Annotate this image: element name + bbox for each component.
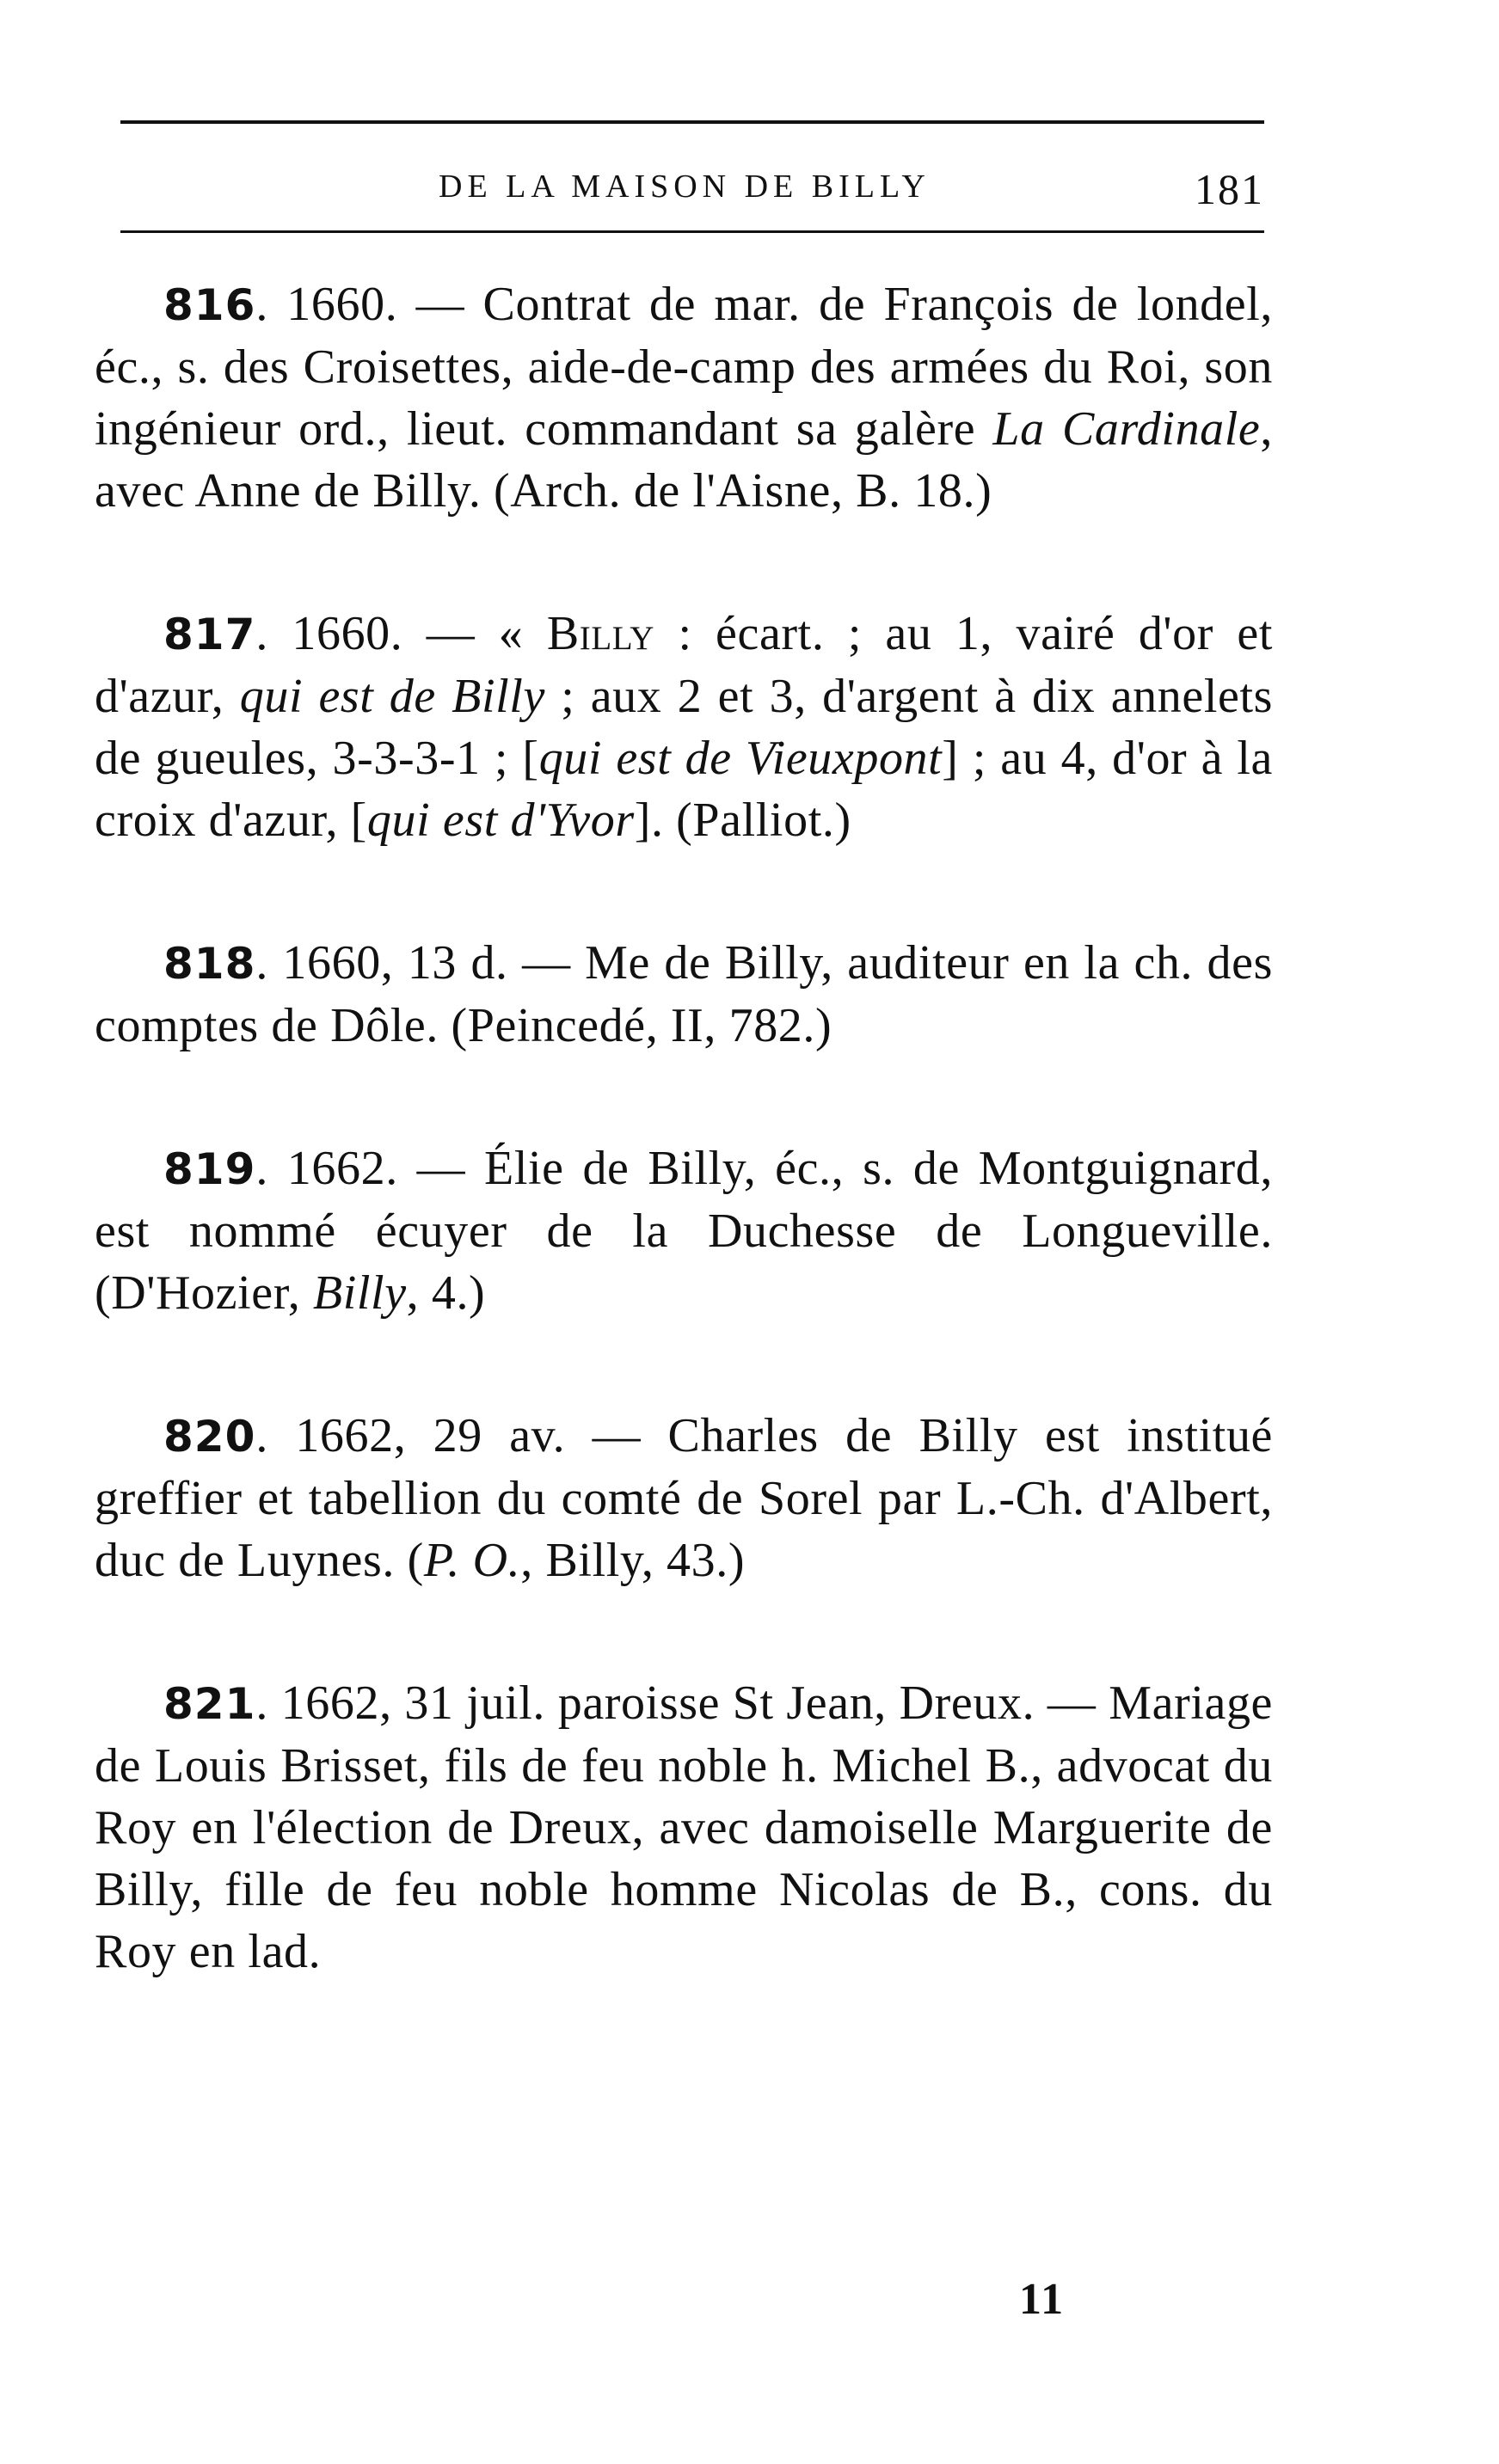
header-rule-top xyxy=(120,120,1264,124)
entry-italic-text: P. O. xyxy=(423,1534,521,1587)
entry-text: : écart. ; au 1, vairé d'or et d'azur, xyxy=(95,607,1273,723)
entry-number: 818 xyxy=(163,939,256,989)
entry-number: 817 xyxy=(163,610,256,659)
entry-italic-text: Billy xyxy=(312,1266,407,1320)
running-head xyxy=(120,165,1264,219)
entry-text: ; aux 2 et 3, d'argent à dix annelets de gueules, 3-3-3-1 ; [ xyxy=(95,670,1273,785)
entry-text: . 1662, 29 av. — Charles de Billy est institué greffier et tabellion du comté de Sorel par L.-Ch. d'Albert, duc de Luynes. ( xyxy=(95,1409,1273,1587)
entries xyxy=(95,273,1273,2063)
entry-text: . 1662. — Élie de Billy, éc., s. de Montguignard, est nommé écuyer de la Duchesse de Longueville. (D'Hozier, xyxy=(95,1142,1273,1320)
entry-italic-text: qui est d'Yvor xyxy=(366,794,635,847)
entry-818 xyxy=(95,932,1273,1057)
entry-816 xyxy=(95,273,1273,522)
entry-number: 820 xyxy=(163,1412,256,1462)
entry-italic-text: La Cardinale xyxy=(992,402,1261,456)
entry-text: . 1660. — Contrat de mar. de François de londel, éc., s. des Croisettes, aide-de-camp des armées du Roi, son ingénieur ord., lieut. commandant sa galère xyxy=(95,278,1273,456)
entry-819 xyxy=(95,1137,1273,1324)
entry-text: , 4.) xyxy=(406,1266,486,1320)
entry-text: . 1660. — « xyxy=(255,607,547,660)
entry-text: ] ; au 4, d'or à la croix d'azur, [ xyxy=(95,732,1273,847)
entry-number: 821 xyxy=(163,1679,256,1729)
running-title: DE LA MAISON DE BILLY xyxy=(439,169,931,205)
entry-number: 816 xyxy=(163,280,256,330)
entry-text: ]. (Palliot.) xyxy=(634,794,851,847)
entry-text: . 1660, 13 d. — Me de Billy, auditeur en la ch. des comptes de Dôle. (Peincedé, II, 782.) xyxy=(95,936,1273,1052)
entry-italic-text: qui est de Vieuxpont xyxy=(538,732,943,785)
entry-text: , Billy, 43.) xyxy=(520,1534,746,1587)
entry-number: 819 xyxy=(163,1144,256,1194)
entry-text: . 1662, 31 juil. paroisse St Jean, Dreux. — Mariage de Louis Brisset, fils de feu noble h. Michel B., advocat du Roy en l'élection de Dreux, avec damoiselle Marguerite de Billy, fille de feu noble homme Nicolas de B., cons. du Roy en lad. xyxy=(95,1676,1273,1978)
entry-italic-text: qui est de Billy xyxy=(239,670,545,723)
page-number: 181 xyxy=(1195,165,1264,213)
entry-817 xyxy=(95,603,1273,851)
signature-mark: 11 xyxy=(1019,2275,1066,2324)
entry-text: , avec Anne de Billy. (Arch. de l'Aisne, B. 18.) xyxy=(95,402,1273,518)
entry-821 xyxy=(95,1672,1273,1983)
entry-820 xyxy=(95,1405,1273,1591)
header-rule-bottom xyxy=(120,230,1264,233)
entry-small-caps-text: Billy xyxy=(546,607,655,660)
